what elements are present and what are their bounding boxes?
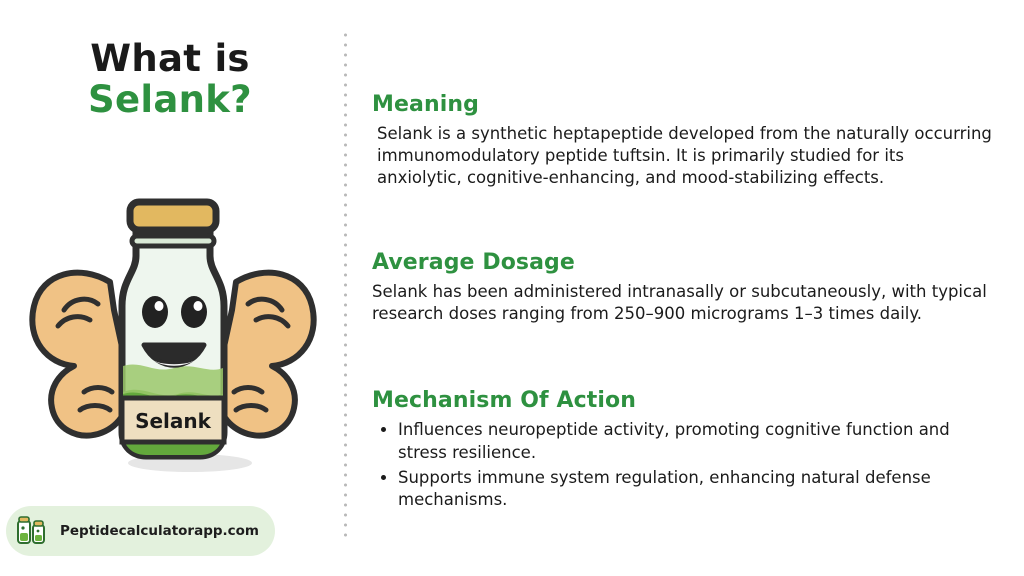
bottle-label-text: Selank bbox=[135, 409, 211, 433]
section-mechanism-of-action-heading: Mechanism Of Action bbox=[372, 388, 636, 413]
bottle-body bbox=[122, 202, 224, 456]
left-column bbox=[0, 0, 340, 576]
title-line-2: Selank? bbox=[88, 78, 252, 122]
section-average-dosage-body: Selank has been administered intranasally or subcutaneously, with typical research doses ranging from 250–900 micrograms 1–3 times daily. bbox=[372, 282, 987, 323]
section-meaning-heading: Meaning bbox=[372, 92, 479, 117]
selank-bottle-mascot-illustration bbox=[18, 160, 328, 490]
section-mechanism-of-action bbox=[372, 388, 992, 514]
right-column bbox=[372, 0, 1004, 576]
section-meaning-body: Selank is a synthetic heptapeptide developed from the naturally occurring immunomodulatory peptide tuftsin. It is primarily studied for its anxiolytic, cognitive-enhancing, and mood-stabilizing effects. bbox=[377, 124, 992, 187]
title-line-1: What is bbox=[90, 37, 250, 80]
right-arm bbox=[218, 273, 314, 436]
section-average-dosage bbox=[372, 250, 992, 325]
peptide-vial-icon bbox=[16, 513, 52, 549]
dotted-divider bbox=[344, 30, 347, 542]
left-arm bbox=[32, 273, 128, 436]
section-meaning bbox=[372, 92, 992, 189]
page-title bbox=[0, 38, 340, 121]
list-item: • Influences neuropeptide activity, promoting cognitive function and stress resilience. bbox=[398, 419, 992, 465]
site-badge-label: Peptidecalculatorapp.com bbox=[60, 523, 259, 539]
list-item: • Supports immune system regulation, enhancing natural defense mechanisms. bbox=[398, 467, 992, 513]
section-average-dosage-heading: Average Dosage bbox=[372, 250, 575, 275]
mechanism-bullet-list bbox=[372, 419, 992, 512]
site-badge[interactable] bbox=[6, 506, 275, 556]
